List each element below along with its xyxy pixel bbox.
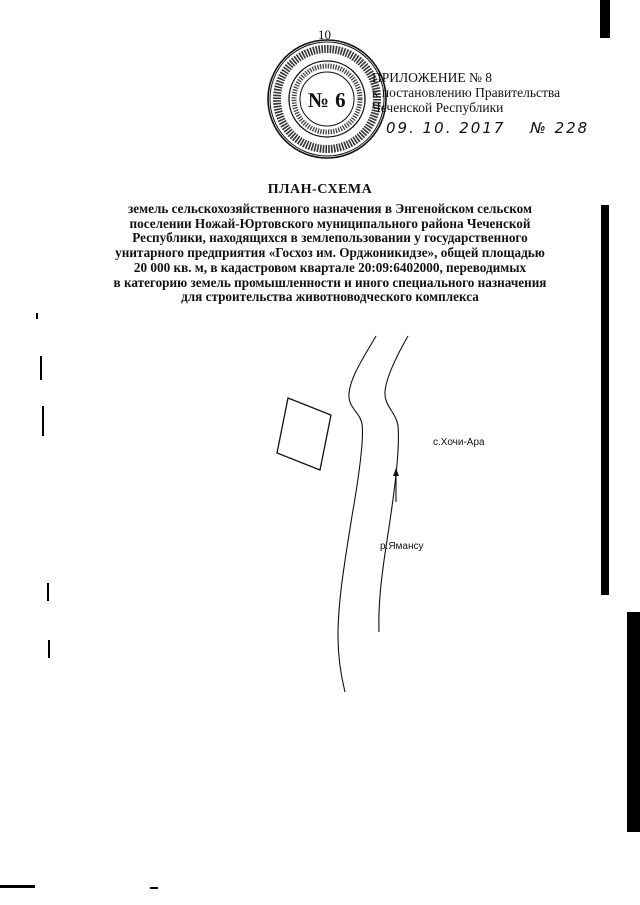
site-plan-map <box>0 320 640 700</box>
river-flow-arrowhead <box>393 468 399 476</box>
page-number: 10 <box>318 27 331 42</box>
scan-edge-mark <box>40 356 42 380</box>
village-label: с.Хочи-Ара <box>433 437 485 448</box>
description-line: для строительства животноводческого комплекса <box>181 289 479 305</box>
scan-edge-mark <box>601 205 609 595</box>
description-line: унитарного предприятия «Госхоз им. Орджоникидзе», общей площадью <box>115 245 545 261</box>
handwritten-date: 09. 10. 2017 <box>386 119 506 137</box>
scan-edge-mark <box>150 887 158 889</box>
annex-republic: Чеченской Республики <box>372 100 504 115</box>
description-line: в категорию земель промышленности и иного специального назначения <box>113 274 547 290</box>
handwritten-number: 228 <box>554 119 590 137</box>
description-line: Республики, находящихся в землепользовании у государственного <box>132 230 528 246</box>
land-plot-boundary <box>277 398 331 470</box>
handwritten-date-number <box>386 121 589 136</box>
scan-edge-mark <box>42 406 44 436</box>
description-line: поселении Ножай-Юртовского муниципального района Чеченской <box>129 215 531 231</box>
annex-title: ПРИЛОЖЕНИЕ № 8 <box>372 70 493 85</box>
document-title: ПЛАН-СХЕМА <box>267 182 373 197</box>
annex-reference <box>372 70 589 136</box>
stamp-number: № 6 <box>307 88 347 112</box>
river-left-bank <box>338 336 376 692</box>
scan-edge-mark <box>0 885 35 888</box>
river-right-bank <box>379 336 408 632</box>
scan-edge-mark <box>36 313 38 319</box>
scan-edge-mark <box>600 0 610 38</box>
annex-decree: к постановлению Правительства <box>372 85 561 100</box>
scan-edge-mark <box>627 612 640 832</box>
handwritten-number-sign: № <box>530 119 548 137</box>
river-label: р.Ямансу <box>380 541 424 552</box>
description-line: 20 000 кв. м, в кадастровом квартале 20:09:6402000, переводимых <box>133 259 527 275</box>
official-seal <box>266 38 388 160</box>
document-description <box>70 202 590 305</box>
scan-edge-mark <box>48 640 50 658</box>
scan-edge-mark <box>47 583 49 601</box>
description-line: земель сельскохозяйственного назначения в Энгенойском сельском <box>127 201 533 216</box>
